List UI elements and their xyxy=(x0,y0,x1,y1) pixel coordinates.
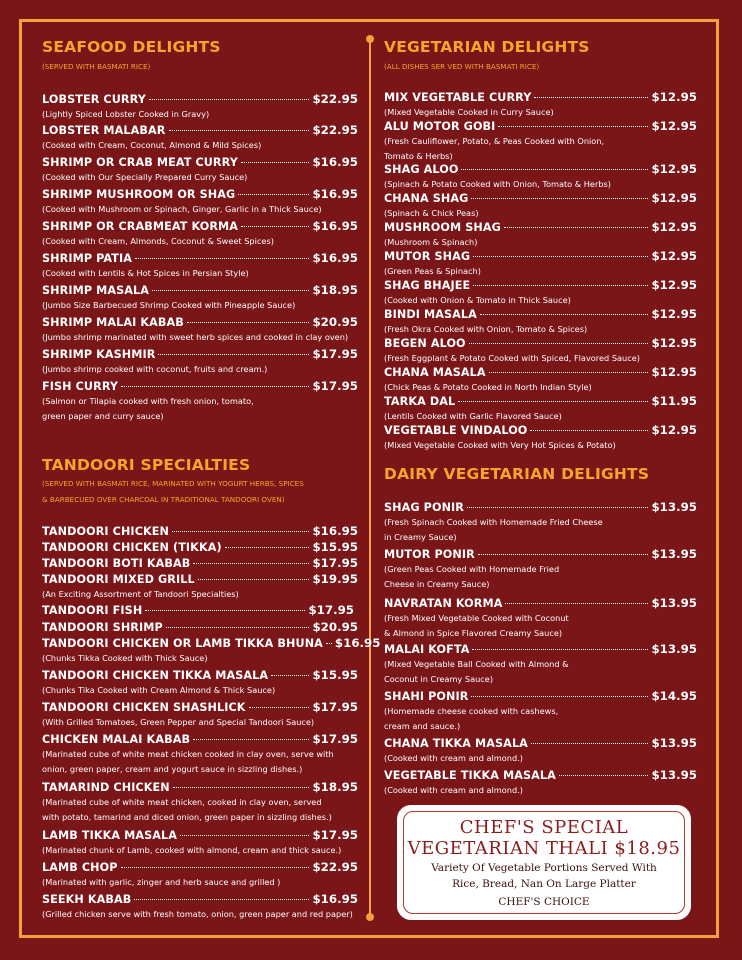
menu-item-description: (Salmon or Tilapia cooked with fresh onion, tomato, xyxy=(42,396,254,406)
menu-item-name: CHANA SHAG xyxy=(384,192,469,205)
dot-leader xyxy=(471,197,648,199)
menu-item-name: SHRIMP OR CRABMEAT KORMA xyxy=(42,220,239,233)
menu-item-name: NAVRATAN KORMA xyxy=(384,597,503,610)
menu-item-price: $15.95 xyxy=(312,668,358,682)
dot-leader xyxy=(271,674,309,676)
menu-item-price: $12.95 xyxy=(651,278,697,292)
menu-item-name: TANDOORI SHRIMP xyxy=(42,621,163,634)
menu-item-line xyxy=(384,220,697,235)
menu-item-price: $15.95 xyxy=(312,540,358,554)
menu-item-description: in Creamy Sauce) xyxy=(384,532,457,542)
menu-item-description: (Mushroom & Spinach) xyxy=(384,237,478,247)
menu-item-description: (Cooked with Our Specially Prepared Curry Sauce) xyxy=(42,172,248,182)
menu-item-description: (An Exciting Assortment of Tandoori Specialties) xyxy=(42,589,239,599)
menu-item-description: (Cooked with cream and almond.) xyxy=(384,785,523,795)
menu-item-name: SHRIMP KASHMIR xyxy=(42,348,156,361)
menu-item-description: (Chunks Tikka Cooked with Thick Sauce) xyxy=(42,653,208,663)
menu-item-line xyxy=(384,336,697,351)
menu-item xyxy=(384,307,697,337)
divider-top-dot xyxy=(366,35,374,43)
divider-bottom-dot xyxy=(366,913,374,921)
dot-leader xyxy=(169,129,310,131)
menu-item xyxy=(42,219,358,249)
menu-item-description: (Cooked with Lentils & Hot Spices in Persian Style) xyxy=(42,268,249,278)
dot-leader xyxy=(530,429,648,431)
menu-item-line xyxy=(42,251,358,266)
dot-leader xyxy=(469,342,649,344)
menu-item-description: & Almond in Spice Flavored Creamy Sauce) xyxy=(384,628,563,638)
dot-leader xyxy=(193,562,309,564)
menu-item-price: $13.95 xyxy=(651,642,697,656)
menu-item-price: $20.95 xyxy=(312,315,358,329)
menu-item-line xyxy=(384,736,697,751)
menu-item-name: TANDOORI CHICKEN (TIKKA) xyxy=(42,541,222,554)
menu-item-description: (Homemade cheese cooked with cashews, xyxy=(384,706,559,716)
menu-item-line xyxy=(384,423,697,438)
menu-item-name: FISH CURRY xyxy=(42,380,119,393)
dot-leader xyxy=(173,786,310,788)
menu-item-description: green paper and curry sauce) xyxy=(42,411,164,421)
menu-item xyxy=(42,123,358,153)
menu-item-line xyxy=(42,603,354,618)
dairy-title: DAIRY VEGETARIAN DELIGHTS xyxy=(384,465,650,483)
menu-item-price: $16.95 xyxy=(312,524,358,538)
dot-leader xyxy=(498,125,648,127)
dot-leader xyxy=(326,642,332,644)
menu-item xyxy=(384,394,697,424)
menu-item-name: TANDOORI MIXED GRILL xyxy=(42,573,195,586)
menu-item xyxy=(384,365,697,395)
menu-item xyxy=(42,556,358,571)
menu-item-description: (With Grilled Tomatoes, Green Pepper and Special Tandoori Sauce) xyxy=(42,717,315,727)
menu-item xyxy=(384,642,697,687)
chef-special-heading: CHEF'S SPECIAL xyxy=(459,817,629,838)
menu-item-description: (Fresh Cauliflower, Potato, & Peas Cooked with Onion, xyxy=(384,136,605,146)
menu-item-line xyxy=(42,572,358,587)
menu-item-line xyxy=(384,307,697,322)
menu-item-price: $12.95 xyxy=(651,249,697,263)
menu-item-price: $16.95 xyxy=(312,251,358,265)
menu-item-line xyxy=(42,379,358,394)
menu-item-name: MUTOR PONIR xyxy=(384,548,475,561)
menu-item-name: SEEKH KABAB xyxy=(42,893,132,906)
menu-item xyxy=(42,315,358,345)
menu-item-line xyxy=(384,500,697,515)
menu-item-price: $12.95 xyxy=(651,90,697,104)
menu-item-line xyxy=(42,283,358,298)
dot-leader xyxy=(241,225,309,227)
menu-item-price: $17.95 xyxy=(312,347,358,361)
dot-leader xyxy=(505,602,648,604)
chef-special-desc-line1: Variety Of Vegetable Portions Served With xyxy=(431,862,657,874)
menu-item-price: $18.95 xyxy=(312,780,358,794)
menu-item-price: $16.95 xyxy=(312,155,358,169)
menu-item-description: Coconut in Creamy Sauce) xyxy=(384,674,494,684)
dot-leader xyxy=(145,609,305,611)
menu-item-description: (Green Peas Cooked with Homemade Fried xyxy=(384,564,560,574)
menu-item xyxy=(384,119,697,164)
menu-item-price: $19.95 xyxy=(312,572,358,586)
menu-item xyxy=(42,524,358,539)
menu-item xyxy=(384,191,697,221)
menu-item xyxy=(42,572,358,602)
menu-item-price: $17.95 xyxy=(312,732,358,746)
menu-item-description: (Chick Peas & Potato Cooked in North Indian Style) xyxy=(384,382,592,392)
menu-item-name: TANDOORI CHICKEN SHASHLICK xyxy=(42,701,246,714)
menu-item-description: (Cooked with Mushroom or Spinach, Ginger, Garlic in a Thick Sauce) xyxy=(42,204,322,214)
menu-item-line xyxy=(384,596,697,611)
menu-item-name: SHRIMP MALAI KABAB xyxy=(42,316,184,329)
dot-leader xyxy=(504,226,649,228)
dot-leader xyxy=(187,321,310,323)
menu-item-description: (Cooked with Cream, Coconut, Almond & Mild Spices) xyxy=(42,140,262,150)
menu-item-price: $17.95 xyxy=(312,556,358,570)
menu-item xyxy=(42,860,358,890)
menu-item-name: SHRIMP PATIA xyxy=(42,252,133,265)
menu-item xyxy=(384,220,697,250)
dot-leader xyxy=(225,546,310,548)
menu-item-name: MALAI KOFTA xyxy=(384,643,470,656)
menu-item-name: VEGETABLE TIKKA MASALA xyxy=(384,769,556,782)
tandoori-title: TANDOORI SPECIALTIES xyxy=(42,456,251,474)
dot-leader xyxy=(473,284,648,286)
menu-item-description: Tomato & Herbs) xyxy=(384,151,453,161)
dot-leader xyxy=(121,385,309,387)
menu-item-name: TARKA DAL xyxy=(384,395,456,408)
menu-item-description: (Chunks Tika Cooked with Cream Almond & Thick Sauce) xyxy=(42,685,276,695)
menu-item-name: VEGETABLE VINDALOO xyxy=(384,424,528,437)
menu-item-description: (Marinated cube of white meat chicken cooked in clay oven, serve with xyxy=(42,749,334,759)
menu-item-description: (Marinated chunk of Lamb, cooked with almond, cream and thick sauce.) xyxy=(42,845,342,855)
dot-leader xyxy=(489,371,649,373)
menu-item-description: (Lentils Cooked with Garlic Flavored Sauce) xyxy=(384,411,562,421)
menu-item xyxy=(42,636,381,666)
menu-item xyxy=(384,162,697,192)
dot-leader xyxy=(238,193,309,195)
menu-item xyxy=(42,603,354,618)
menu-item-name: MUTOR SHAG xyxy=(384,250,471,263)
dot-leader xyxy=(480,313,649,315)
menu-item-description: with potato, tamarind and diced onion, green paper in sizzling dishes.) xyxy=(42,812,332,822)
menu-item-price: $13.95 xyxy=(651,596,697,610)
dot-leader xyxy=(134,898,309,900)
dot-leader xyxy=(458,400,648,402)
menu-item-price: $12.95 xyxy=(651,220,697,234)
menu-item-name: LOBSTER CURRY xyxy=(42,93,146,106)
menu-item xyxy=(42,892,358,922)
menu-item-name: SHAHI PONIR xyxy=(384,690,469,703)
menu-item xyxy=(42,379,358,424)
menu-item-name: ALU MOTOR GOBI xyxy=(384,120,496,133)
dot-leader xyxy=(467,506,648,508)
menu-item-price: $13.95 xyxy=(651,768,697,782)
dot-leader xyxy=(135,257,309,259)
menu-item-price: $14.95 xyxy=(651,689,697,703)
dot-leader xyxy=(193,738,309,740)
menu-item-line xyxy=(42,780,358,795)
menu-item xyxy=(384,278,697,308)
menu-item-description: (Mixed Vegetable Cooked with Very Hot Spices & Potato) xyxy=(384,440,616,450)
menu-item xyxy=(42,251,358,281)
menu-item-price: $12.95 xyxy=(651,365,697,379)
menu-item-name: TAMARIND CHICKEN xyxy=(42,781,170,794)
dot-leader xyxy=(180,834,309,836)
menu-item-name: SHRIMP MUSHROOM OR SHAG xyxy=(42,188,236,201)
seafood-title: SEAFOOD DELIGHTS xyxy=(42,38,221,56)
menu-item-line xyxy=(42,92,358,107)
menu-item-line xyxy=(42,155,358,170)
menu-item-line xyxy=(42,219,358,234)
menu-item-name: MUSHROOM SHAG xyxy=(384,221,501,234)
menu-item xyxy=(42,620,358,635)
vegetarian-title: VEGETARIAN DELIGHTS xyxy=(384,38,590,56)
menu-item xyxy=(384,423,697,453)
tandoori-note-line1: (SERVED WITH BASMATI RICE, MARINATED WITH YOGURT HERBS, SPICES xyxy=(42,479,304,488)
menu-item-line xyxy=(42,187,358,202)
menu-item xyxy=(384,249,697,279)
menu-item-description: (Green Peas & Spinach) xyxy=(384,266,481,276)
chef-special-desc-line2: Rice, Bread, Nan On Large Platter xyxy=(452,878,636,890)
menu-item-description: (Fresh Spinach Cooked with Homemade Fried Cheese xyxy=(384,517,603,527)
menu-item-description: (Marinated cube of white meat chicken, cooked in clay oven, served xyxy=(42,797,322,807)
menu-item-line xyxy=(42,524,358,539)
menu-item xyxy=(384,736,697,766)
menu-item-line xyxy=(384,394,697,409)
menu-item-name: LAMB TIKKA MASALA xyxy=(42,829,178,842)
menu-item-line xyxy=(42,828,358,843)
menu-item-description: (Cooked with Onion & Tomato in Thick Sauce) xyxy=(384,295,571,305)
chef-special-box xyxy=(397,805,691,920)
menu-item-line xyxy=(384,162,697,177)
menu-item-price: $12.95 xyxy=(651,191,697,205)
menu-item-description: (Mixed Vegetable Cooked in Curry Sauce) xyxy=(384,107,554,117)
menu-item-line xyxy=(42,315,358,330)
menu-item-description: (Fresh Okra Cooked with Onion, Tomato & Spices) xyxy=(384,324,588,334)
menu-item-description: (Spinach & Potato Cooked with Onion, Tomato & Herbs) xyxy=(384,179,611,189)
menu-item-description: (Cooked with cream and almond.) xyxy=(384,753,523,763)
dot-leader xyxy=(121,866,310,868)
dot-leader xyxy=(461,168,648,170)
menu-item xyxy=(384,500,697,545)
menu-item-line xyxy=(384,689,697,704)
menu-item-description: (Jumbo Size Barbecued Shrimp Cooked with Pineapple Sauce) xyxy=(42,300,296,310)
menu-item-price: $22.95 xyxy=(312,123,358,137)
menu-item-price: $13.95 xyxy=(651,500,697,514)
menu-item xyxy=(42,780,358,825)
menu-item xyxy=(384,547,697,592)
menu-item-line xyxy=(42,540,358,555)
menu-item-description: (Jumbo shrimp cooked with coconut, fruits and cream.) xyxy=(42,364,268,374)
menu-item-name: BINDI MASALA xyxy=(384,308,477,321)
dot-leader xyxy=(152,289,309,291)
seafood-note: (SERVED WITH BASMATI RICE) xyxy=(42,62,151,71)
menu-item-name: LAMB CHOP xyxy=(42,861,118,874)
menu-item-name: CHICKEN MALAI KABAB xyxy=(42,733,191,746)
menu-item-name: TANDOORI FISH xyxy=(42,604,143,617)
menu-item-description: (Fresh Mixed Vegetable Cooked with Coconut xyxy=(384,613,569,623)
dot-leader xyxy=(149,98,310,100)
menu-item-price: $12.95 xyxy=(651,336,697,350)
menu-item xyxy=(42,668,358,698)
menu-item-description: cream and sauce.) xyxy=(384,721,461,731)
menu-item-price: $12.95 xyxy=(651,119,697,133)
menu-item xyxy=(384,90,697,120)
menu-item-price: $17.95 xyxy=(308,603,354,617)
menu-item-description: (Grilled chicken serve with fresh tomato, onion, green paper and red paper) xyxy=(42,909,353,919)
menu-item-line xyxy=(42,732,358,747)
menu-item-name: BEGEN ALOO xyxy=(384,337,466,350)
menu-item-line xyxy=(42,123,358,138)
menu-item-line xyxy=(384,119,697,134)
menu-item-name: LOBSTER MALABAR xyxy=(42,124,166,137)
menu-item-price: $22.95 xyxy=(312,92,358,106)
menu-item-line xyxy=(42,347,358,362)
dot-leader xyxy=(534,96,648,98)
menu-item-description: (Fresh Eggplant & Potato Cooked with Spiced, Flavored Sauce) xyxy=(384,353,640,363)
menu-item-price: $22.95 xyxy=(312,860,358,874)
menu-item-name: SHRIMP OR CRAB MEAT CURRY xyxy=(42,156,238,169)
chef-special-thali: VEGETARIAN THALI $18.95 xyxy=(407,838,681,859)
menu-item-name: TANDOORI BOTI KABAB xyxy=(42,557,191,570)
menu-item-price: $18.95 xyxy=(312,283,358,297)
tandoori-note-line2: & BARBECUED OVER CHARCOAL IN TRADITIONAL TANDOORI OVEN) xyxy=(42,495,285,504)
menu-item xyxy=(42,347,358,377)
menu-item-description: (Cooked with Cream, Almonds, Coconut & Sweet Spices) xyxy=(42,236,274,246)
menu-item-name: CHANA MASALA xyxy=(384,366,486,379)
menu-item-line xyxy=(384,90,697,105)
menu-item-description: (Lightly Spiced Lobster Cooked in Gravy) xyxy=(42,109,210,119)
menu-item-name: SHAG BHAJEE xyxy=(384,279,471,292)
menu-item-name: TANDOORI CHICKEN TIKKA MASALA xyxy=(42,669,269,682)
dot-leader xyxy=(559,774,649,776)
dot-leader xyxy=(478,553,649,555)
menu-item-description: (Marinated with garlic, zinger and herb sauce and grilled ) xyxy=(42,877,281,887)
menu-item-price: $12.95 xyxy=(651,162,697,176)
menu-item xyxy=(42,92,358,122)
menu-item-price: $17.95 xyxy=(312,700,358,714)
dot-leader xyxy=(473,255,648,257)
menu-item-line xyxy=(42,700,358,715)
menu-item-name: TANDOORI CHICKEN OR LAMB TIKKA BHUNA xyxy=(42,637,323,650)
menu-item-name: TANDOORI CHICKEN xyxy=(42,525,169,538)
menu-item-line xyxy=(42,860,358,875)
menu-item-name: MIX VEGETABLE CURRY xyxy=(384,91,532,104)
menu-item-line xyxy=(384,278,697,293)
menu-item-line xyxy=(384,249,697,264)
menu-item-name: SHAG ALOO xyxy=(384,163,459,176)
chef-special-choice: CHEF'S CHOICE xyxy=(498,896,590,908)
menu-item-price: $17.95 xyxy=(312,379,358,393)
menu-item-line xyxy=(42,556,358,571)
menu-item xyxy=(42,155,358,185)
menu-item-price: $13.95 xyxy=(651,736,697,750)
menu-item-description: (Mixed Vegetable Ball Cooked with Almond & xyxy=(384,659,569,669)
menu-item-price: $16.95 xyxy=(312,219,358,233)
menu-item xyxy=(42,732,358,777)
menu-item xyxy=(384,689,697,734)
dot-leader xyxy=(241,161,310,163)
menu-item-price: $16.95 xyxy=(312,187,358,201)
menu-item-price: $13.95 xyxy=(651,547,697,561)
menu-item-price: $16.95 xyxy=(334,636,381,650)
dot-leader xyxy=(158,353,309,355)
menu-item-price: $20.95 xyxy=(312,620,358,634)
dot-leader xyxy=(198,578,310,580)
menu-item-line xyxy=(42,668,358,683)
dot-leader xyxy=(471,695,648,697)
menu-item-line xyxy=(384,365,697,380)
menu-item xyxy=(42,540,358,555)
menu-item-price: $12.95 xyxy=(651,423,697,437)
menu-item-line xyxy=(42,620,358,635)
menu-item-line xyxy=(384,547,697,562)
menu-item-description: onion, green paper, cream and yogurt sauce in sizzling dishes.) xyxy=(42,764,303,774)
menu-item-description: (Jumbo shrimp marinated with sweet herb spices and cooked in clay oven) xyxy=(42,332,349,342)
menu-item-line xyxy=(42,636,381,651)
dot-leader xyxy=(249,706,310,708)
dot-leader xyxy=(166,626,310,628)
dot-leader xyxy=(172,530,309,532)
menu-item xyxy=(42,828,358,858)
menu-item xyxy=(42,187,358,217)
menu-item xyxy=(42,283,358,313)
menu-item-price: $12.95 xyxy=(651,307,697,321)
menu-item-line xyxy=(42,892,358,907)
menu-item-line xyxy=(384,642,697,657)
menu-item-line xyxy=(384,191,697,206)
dot-leader xyxy=(472,648,648,650)
menu-item xyxy=(384,596,697,641)
menu-item-price: $16.95 xyxy=(312,892,358,906)
menu-item-description: Cheese in Creamy Sauce) xyxy=(384,579,490,589)
menu-item xyxy=(384,768,697,798)
menu-item xyxy=(384,336,697,366)
menu-item xyxy=(42,700,358,730)
menu-item-description: (Spinach & Chick Peas) xyxy=(384,208,479,218)
column-divider xyxy=(369,38,371,918)
menu-item-name: SHAG PONIR xyxy=(384,501,465,514)
dot-leader xyxy=(531,742,649,744)
menu-item-line xyxy=(384,768,697,783)
vegetarian-note: (ALL DISHES SER VED WITH BASMATI RICE) xyxy=(384,62,540,71)
menu-item-price: $17.95 xyxy=(312,828,358,842)
menu-item-price: $11.95 xyxy=(651,394,697,408)
menu-item-name: CHANA TIKKA MASALA xyxy=(384,737,528,750)
menu-item-name: SHRIMP MASALA xyxy=(42,284,150,297)
